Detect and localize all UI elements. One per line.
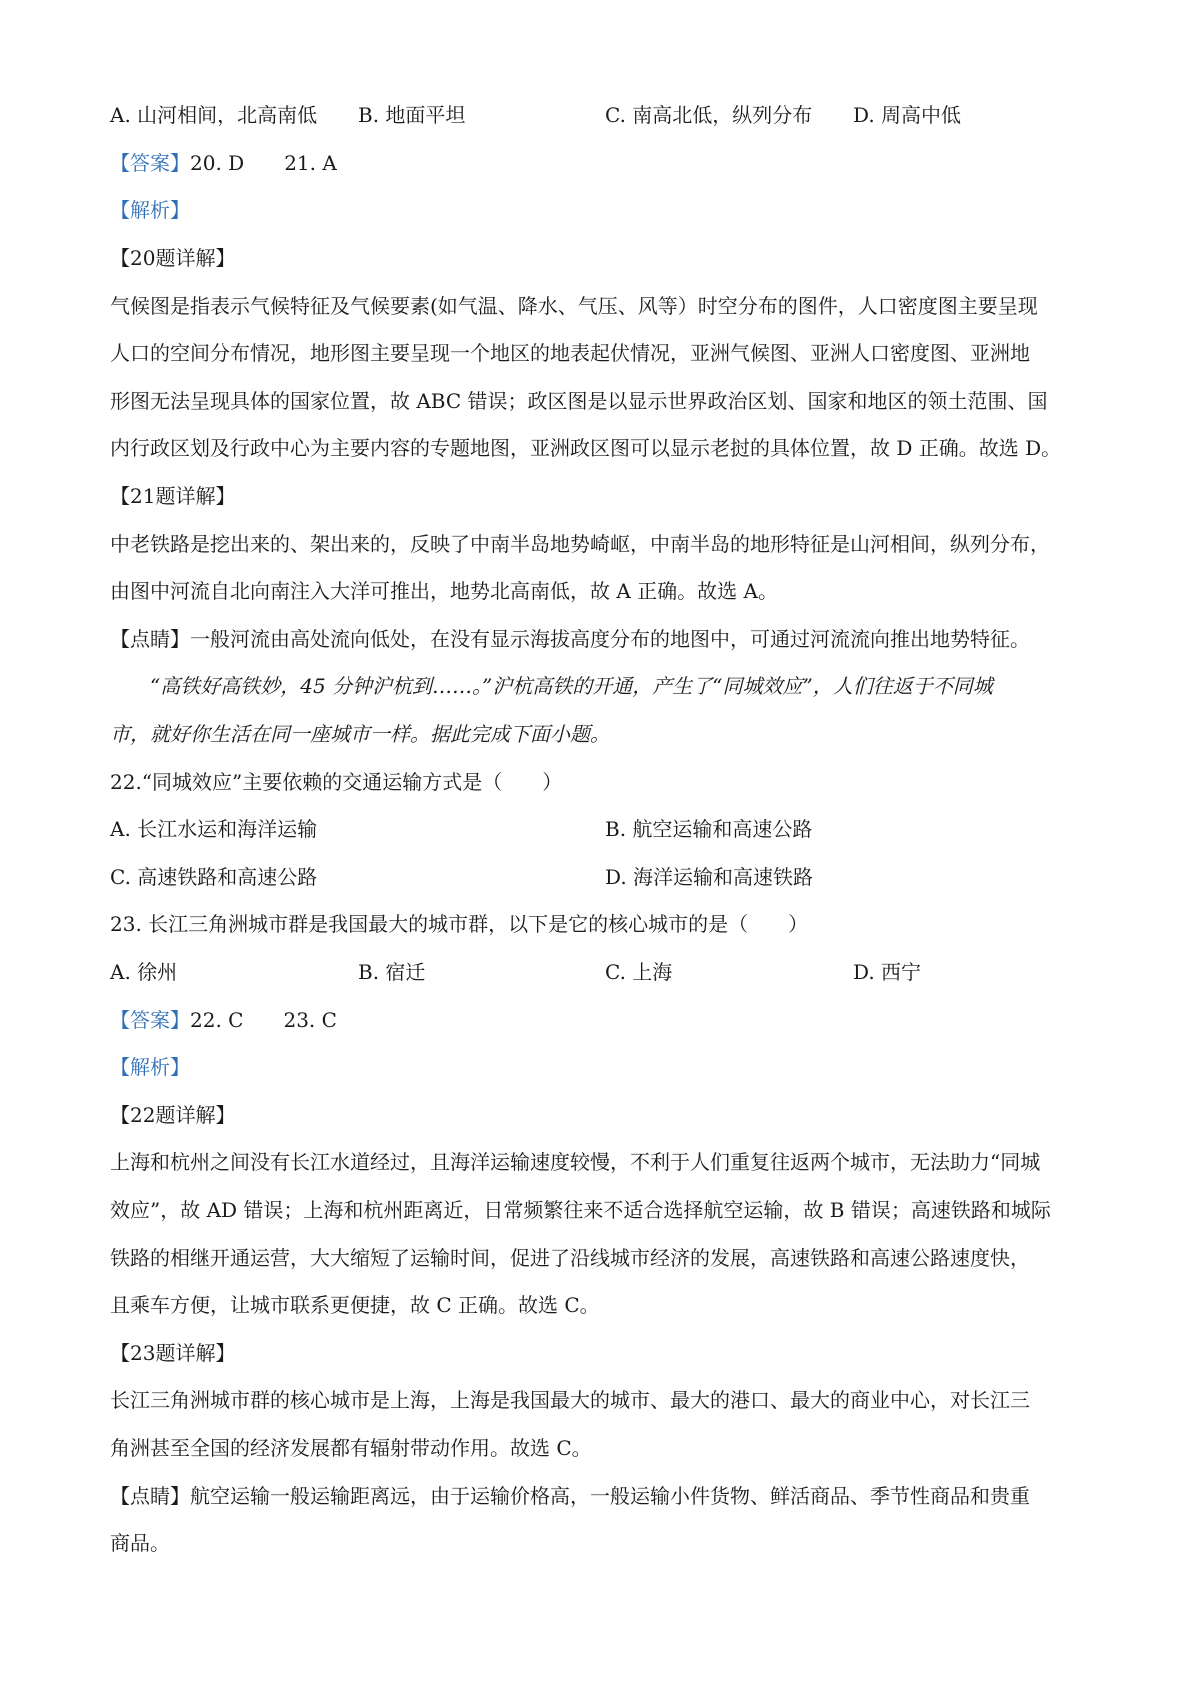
tip-line: 商品。 bbox=[110, 1531, 170, 1555]
q22-option-c: C. 高速铁路和高速公路 bbox=[110, 865, 318, 889]
answer-values: 22. C 23. C bbox=[190, 1008, 337, 1032]
q22-stem: 22.“同城效应”主要依赖的交通运输方式是（ ） bbox=[110, 770, 563, 794]
q22-detail-line: 效应”，故 AD 错误；上海和杭州距离近，日常频繁往来不适合选择航空运输，故 B 错误；高速铁路和城际 bbox=[110, 1198, 1051, 1222]
tip-text: 一般河流由高处流向低处，在没有显示海拔高度分布的地图中，可通过河流流向推出地势特征。 bbox=[190, 627, 1030, 651]
q20-heading: 【20题详解】 bbox=[110, 246, 236, 270]
q22-option-b: B. 航空运输和高速公路 bbox=[605, 817, 813, 841]
tip-line bbox=[110, 1481, 1090, 1511]
tip-tag: 【点睛】 bbox=[110, 627, 190, 651]
tip-text: 航空运输一般运输距离远，由于运输价格高，一般运输小件货物、鲜活商品、季节性商品和贵重 bbox=[190, 1484, 1030, 1508]
analysis-tag: 【解析】 bbox=[110, 1055, 190, 1079]
q23-option-b: B. 宿迁 bbox=[358, 960, 426, 984]
q23-option-d: D. 西宁 bbox=[853, 960, 922, 984]
q21-option-a: A. 山河相间，北高南低 bbox=[110, 103, 318, 127]
q20-detail-line: 人口的空间分布情况，地形图主要呈现一个地区的地表起伏情况，亚洲气候图、亚洲人口密度图、亚洲地 bbox=[110, 341, 1030, 365]
tip-line bbox=[110, 624, 1090, 654]
answer-line-2 bbox=[110, 1005, 337, 1035]
q23-option-c: C. 上海 bbox=[605, 960, 673, 984]
q20-detail-line: 气候图是指表示气候特征及气候要素(如气温、降水、气压、风等）时空分布的图件，人口密度图主要呈现 bbox=[110, 294, 1038, 318]
q20-detail-line: 内行政区划及行政中心为主要内容的专题地图，亚洲政区图可以显示老挝的具体位置，故 D 正确。故选 D。 bbox=[110, 436, 1062, 460]
answer-tag: 【答案】 bbox=[110, 1008, 190, 1032]
q22-detail-line: 上海和杭州之间没有长江水道经过，且海洋运输速度较慢，不利于人们重复往返两个城市，无法助力“同城 bbox=[110, 1150, 1041, 1174]
q21-option-b: B. 地面平坦 bbox=[358, 103, 466, 127]
q22-detail-line: 铁路的相继开通运营，大大缩短了运输时间，促进了沿线城市经济的发展，高速铁路和高速公路速度快， bbox=[110, 1246, 1030, 1270]
q21-detail-line: 中老铁路是挖出来的、架出来的，反映了中南半岛地势崎岖，中南半岛的地形特征是山河相间，纵列分布， bbox=[110, 532, 1050, 556]
q21-detail-line: 由图中河流自北向南注入大洋可推出，地势北高南低，故 A 正确。故选 A。 bbox=[110, 579, 778, 603]
q21-option-d: D. 周高中低 bbox=[853, 103, 962, 127]
q20-detail-line: 形图无法呈现具体的国家位置，故 ABC 错误；政区图是以显示世界政治区划、国家和地区的领土范围、国 bbox=[110, 389, 1048, 413]
answer-tag: 【答案】 bbox=[110, 151, 190, 175]
q22-heading: 【22题详解】 bbox=[110, 1103, 236, 1127]
q22-detail-line: 且乘车方便，让城市联系更便捷，故 C 正确。故选 C。 bbox=[110, 1293, 600, 1317]
intro-line: “高铁好高铁妙，45 分钟沪杭到……。”沪杭高铁的开通，产生了“同城效应”，人们往返于不同城 bbox=[150, 674, 993, 698]
q23-detail-line: 长江三角洲城市群的核心城市是上海，上海是我国最大的城市、最大的港口、最大的商业中心，对长江三 bbox=[110, 1388, 1030, 1412]
q23-option-a: A. 徐州 bbox=[110, 960, 178, 984]
q23-stem: 23. 长江三角洲城市群是我国最大的城市群，以下是它的核心城市的是（ ） bbox=[110, 912, 809, 936]
q22-option-a: A. 长江水运和海洋运输 bbox=[110, 817, 318, 841]
tip-tag: 【点睛】 bbox=[110, 1484, 190, 1508]
q21-option-c: C. 南高北低，纵列分布 bbox=[605, 103, 813, 127]
intro-line: 市，就好你生活在同一座城市一样。据此完成下面小题。 bbox=[110, 722, 610, 746]
q23-detail-line: 角洲甚至全国的经济发展都有辐射带动作用。故选 C。 bbox=[110, 1436, 592, 1460]
analysis-tag: 【解析】 bbox=[110, 198, 190, 222]
q23-heading: 【23题详解】 bbox=[110, 1341, 236, 1365]
q21-heading: 【21题详解】 bbox=[110, 484, 236, 508]
answer-line-1 bbox=[110, 148, 337, 178]
answer-values: 20. D 21. A bbox=[190, 151, 337, 175]
q22-option-d: D. 海洋运输和高速铁路 bbox=[605, 865, 814, 889]
